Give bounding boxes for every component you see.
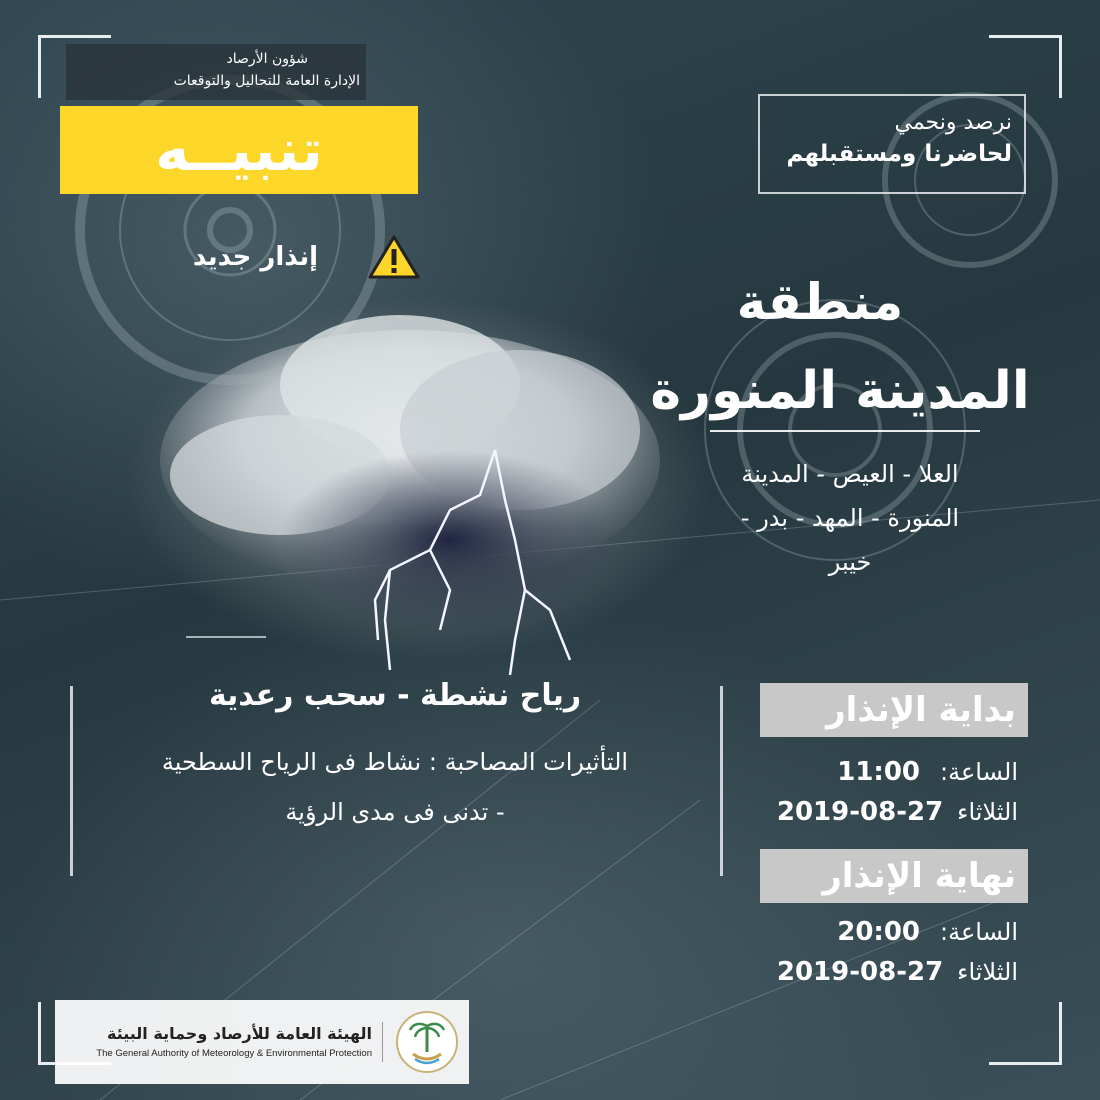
end-time-value: 20:00	[837, 917, 921, 947]
region-heading: منطقة	[736, 273, 904, 331]
region-underline	[710, 430, 980, 432]
start-title: بداية الإنذار	[826, 690, 1016, 730]
start-date-row	[760, 792, 1018, 832]
start-time-label: الساعة:	[940, 758, 1018, 786]
end-day-label: الثلاثاء	[957, 958, 1018, 986]
region-area-line: خيبر	[828, 548, 872, 576]
new-warning-label: إنذار جديد	[192, 242, 318, 272]
weather-bracket-left	[70, 686, 91, 876]
slogan-line-1: نرصد ونحمي	[894, 110, 1012, 135]
org-line-1: شؤون الأرصاد	[226, 51, 308, 67]
thunderstorm-cloud-icon	[150, 300, 710, 680]
slogan-line-2: لحاضرنا ومستقبلهم	[786, 141, 1012, 167]
region-area-line: المنورة - المهد - بدر -	[740, 504, 960, 532]
weather-bracket-right	[702, 686, 723, 876]
footer-name-en: The General Authority of Meteorology & Environmental Protection	[96, 1048, 372, 1059]
alert-badge	[60, 106, 418, 194]
region-area-line: العلا - العيص - المدينة	[741, 460, 959, 488]
warning-icon	[368, 234, 420, 280]
end-title-panel	[760, 849, 1028, 903]
region-name: المدينة المنورة	[650, 361, 1030, 421]
end-date-row	[760, 952, 1018, 992]
start-title-panel	[760, 683, 1028, 737]
end-title: نهاية الإنذار	[822, 856, 1016, 896]
connector-line	[186, 636, 266, 638]
weather-effects-line-2: - تدنى فى مدى الرؤية	[285, 798, 505, 826]
end-time-row	[760, 912, 1018, 952]
slogan-box	[758, 94, 1026, 194]
authority-logo-icon	[393, 1008, 461, 1076]
start-day-label: الثلاثاء	[957, 798, 1018, 826]
start-time-row	[760, 752, 1018, 792]
footer-panel	[55, 1000, 469, 1084]
footer-text	[63, 1022, 383, 1062]
weather-effects-line-1: التأثيرات المصاحبة : نشاط فى الرياح السطحية	[161, 748, 629, 776]
alert-badge-label: تنبيــه	[155, 116, 323, 184]
start-time-value: 11:00	[837, 757, 921, 787]
region-areas	[700, 452, 1000, 584]
footer-name-ar: الهيئة العامة للأرصاد وحماية البيئة	[107, 1024, 372, 1043]
org-header	[66, 44, 366, 100]
frame-corner-top-right	[989, 35, 1062, 98]
new-warning	[140, 232, 420, 282]
end-date-value: 2019-08-27	[776, 957, 944, 987]
weather-title: رياح نشطة - سحب رعدية	[208, 678, 582, 713]
org-line-2: الإدارة العامة للتحاليل والتوقعات	[173, 73, 360, 89]
end-time-label: الساعة:	[940, 918, 1018, 946]
start-date-value: 2019-08-27	[776, 797, 944, 827]
frame-corner-bottom-right	[989, 1002, 1062, 1065]
